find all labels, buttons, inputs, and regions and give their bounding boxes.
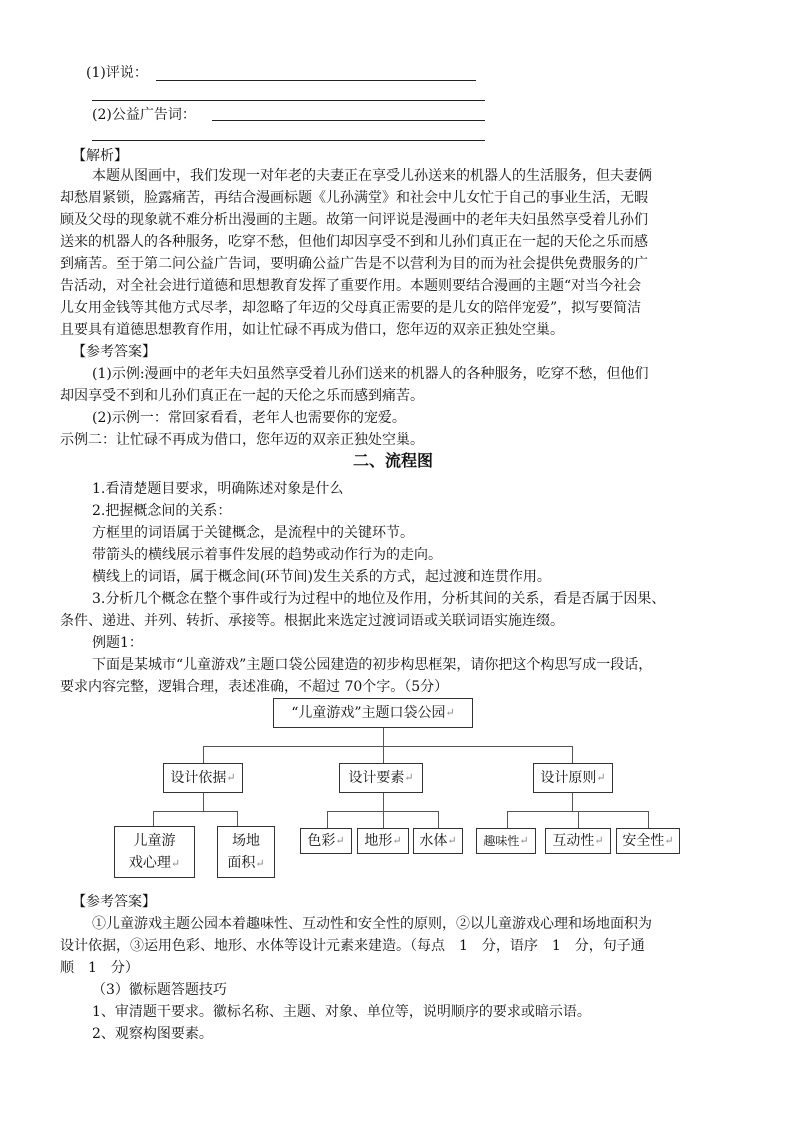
answer-line: (2)示例一：常回家看看，老年人也需要你的宠爱。 xyxy=(92,410,406,426)
return-mark: ↵ xyxy=(226,771,236,784)
slogan-blank-line xyxy=(212,120,485,121)
connector xyxy=(572,746,573,763)
section-line: 要求内容完整，逻辑合理，表述准确，不超过 70个字。（5分） xyxy=(60,679,449,695)
flow-leaf-label: 地形 xyxy=(364,833,393,849)
flow-leaf-label: 场地 xyxy=(232,832,260,849)
comment-blank-line-2 xyxy=(92,100,485,101)
return-mark: ↵ xyxy=(335,834,345,847)
section-line: 带箭头的横线展示着事件发展的趋势或动作行为的走向。 xyxy=(92,547,442,563)
flow-leaf-label: 色彩 xyxy=(307,833,336,849)
section-line: 2、观察构图要素。 xyxy=(92,1026,213,1042)
flow-leaf-color xyxy=(300,828,352,854)
analysis-line: 且要具有道德思想教育作用，如让忙碌不再成为借口，您年迈的双亲正独处空巢。 xyxy=(60,322,564,338)
connector xyxy=(327,811,328,828)
section-line: 条件、递进、并列、转折、承接等。根据此来选定过渡词语或关联词语实施连缀。 xyxy=(60,613,564,629)
flow-leaf-label: 互动性 xyxy=(552,833,595,849)
section-line: （3）徽标题答题技巧 xyxy=(92,982,227,998)
return-mark: ↵ xyxy=(594,834,604,847)
return-mark: ↵ xyxy=(596,771,606,784)
section-line: 1、审清题干要求。徽标名称、主题、对象、单位等，说明顺序的要求或暗示语。 xyxy=(92,1004,591,1020)
flow-leaf-label: 水体 xyxy=(419,833,448,849)
connector xyxy=(572,792,573,812)
return-mark: ↵ xyxy=(445,706,455,719)
section-title: 二、流程图 xyxy=(353,451,434,470)
return-mark: ↵ xyxy=(664,834,674,847)
analysis-line: 送来的机器人的各种服务，吃穿不愁，但他们却因享受不到和儿孙们真正在一起的天伦之乐而感 xyxy=(60,234,648,250)
flow-leaf-label: 儿童游 xyxy=(133,832,176,849)
connector xyxy=(203,792,204,812)
flow-leaf-label: 趣味性 xyxy=(483,834,520,848)
section-line: 3.分析几个概念在整个事件或行为过程中的地位及作用，分析其间的关系，看是否属于因果、 xyxy=(92,591,666,607)
connector xyxy=(383,811,384,828)
analysis-line: 顾及父母的现象就不难分析出漫画的主题。故第一问评说是漫画中的老年夫妇虽然享受着儿孙们 xyxy=(60,212,648,228)
connector xyxy=(383,727,384,746)
answer-line: 顺 1 分） xyxy=(60,960,139,976)
flow-node-principles xyxy=(533,763,613,793)
connector xyxy=(203,746,204,763)
connector xyxy=(383,746,384,763)
answer-line: 设计依据，③运用色彩、地形、水体等设计元素来建造。（每点 1 分，语序 1 分，句子通 xyxy=(60,938,645,954)
return-mark: ↵ xyxy=(392,834,402,847)
flow-node-label: 设计要素 xyxy=(348,770,405,786)
connector xyxy=(438,811,439,828)
analysis-line: 却愁眉紧锁，脸露痛苦，再结合漫画标题《儿孙满堂》和社会中儿女忙于自己的事业生活，无暇 xyxy=(60,190,648,206)
analysis-line: 本题从图画中，我们发现一对年老的夫妻正在享受儿孙送来的机器人的生活服务，但夫妻俩 xyxy=(92,168,652,184)
section-line: 例题1： xyxy=(92,635,143,651)
flow-root-label: “儿童游戏”主题口袋公园 xyxy=(291,705,446,721)
flow-node-label: 设计原则 xyxy=(540,770,597,786)
flow-leaf-interactive xyxy=(545,828,611,854)
flow-root-box xyxy=(273,698,473,728)
section-line: 1.看清楚题目要求，明确陈述对象是什么 xyxy=(92,481,344,497)
connector xyxy=(153,811,238,812)
return-mark: ↵ xyxy=(255,856,265,870)
slogan-label: (2)公益广告词： xyxy=(92,107,196,123)
answer-line: ①儿童游戏主题公园本着趣味性、互动性和安全性的原则，②以儿童游戏心理和场地面积为 xyxy=(92,916,652,932)
slogan-blank-line-2 xyxy=(92,140,485,141)
comment-label: (1)评说： xyxy=(86,65,148,81)
analysis-line: 到痛苦。至于第二问公益广告词，要明确公益广告是不以营利为目的而为社会提供免费服务的广 xyxy=(60,256,648,272)
flow-node-label: 设计依据 xyxy=(170,770,227,786)
analysis-heading: 【解析】 xyxy=(72,148,128,164)
flow-node-elements xyxy=(339,763,423,793)
section-line: 下面是某城市“儿童游戏”主题口袋公园建造的初步构思框架，请你把这个构思写成一段话， xyxy=(92,657,653,673)
answer-line: (1)示例:漫画中的老年夫妇虽然享受着儿孙们送来的机器人的各种服务，吃穿不愁，但他们 xyxy=(92,366,649,382)
analysis-line: 儿女用金钱等其他方式尽孝，却忽略了年迈的父母真正需要的是儿女的陪伴宠爱”，拟写要简洁 xyxy=(60,300,642,316)
flow-leaf-fun xyxy=(476,828,536,854)
connector xyxy=(507,811,508,828)
flow-leaf-water xyxy=(413,828,463,854)
return-mark: ↵ xyxy=(170,856,181,870)
answer-heading: 【参考答案】 xyxy=(72,894,156,910)
connector xyxy=(383,792,384,812)
flow-leaf-site-area xyxy=(217,826,275,878)
connector xyxy=(237,811,238,826)
connector xyxy=(648,811,649,828)
flow-leaf-label: 安全性 xyxy=(622,833,665,849)
flow-leaf-label: 戏心理 xyxy=(128,854,171,871)
section-line: 2.把握概念间的关系： xyxy=(92,503,232,519)
return-mark: ↵ xyxy=(447,834,457,847)
connector xyxy=(203,746,573,747)
comment-blank-line xyxy=(156,80,476,81)
return-mark: ↵ xyxy=(519,834,529,847)
connector xyxy=(578,811,579,828)
section-line: 方框里的词语属于关键概念，是流程中的关键环节。 xyxy=(92,525,414,541)
section-line: 横线上的词语，属于概念间(环节间)发生关系的方式，起过渡和连贯作用。 xyxy=(92,569,551,585)
flow-leaf-terrain xyxy=(357,828,409,854)
answer-line: 却因享受不到和儿孙们真正在一起的天伦之乐而感到痛苦。 xyxy=(60,388,424,404)
connector xyxy=(153,811,154,826)
return-mark: ↵ xyxy=(404,771,414,784)
flow-leaf-safety xyxy=(616,828,680,854)
flow-node-basis xyxy=(163,763,243,793)
flow-leaf-label: 面积 xyxy=(227,854,256,871)
answer-heading: 【参考答案】 xyxy=(72,344,156,360)
analysis-line: 告活动，对全社会进行道德和思想教育发挥了重要作用。本题则要结合漫画的主题“对当今社会 xyxy=(60,278,642,294)
answer-line: 示例二：让忙碌不再成为借口，您年迈的双亲正独处空巢。 xyxy=(60,432,424,448)
flow-leaf-child-psychology xyxy=(114,826,195,878)
